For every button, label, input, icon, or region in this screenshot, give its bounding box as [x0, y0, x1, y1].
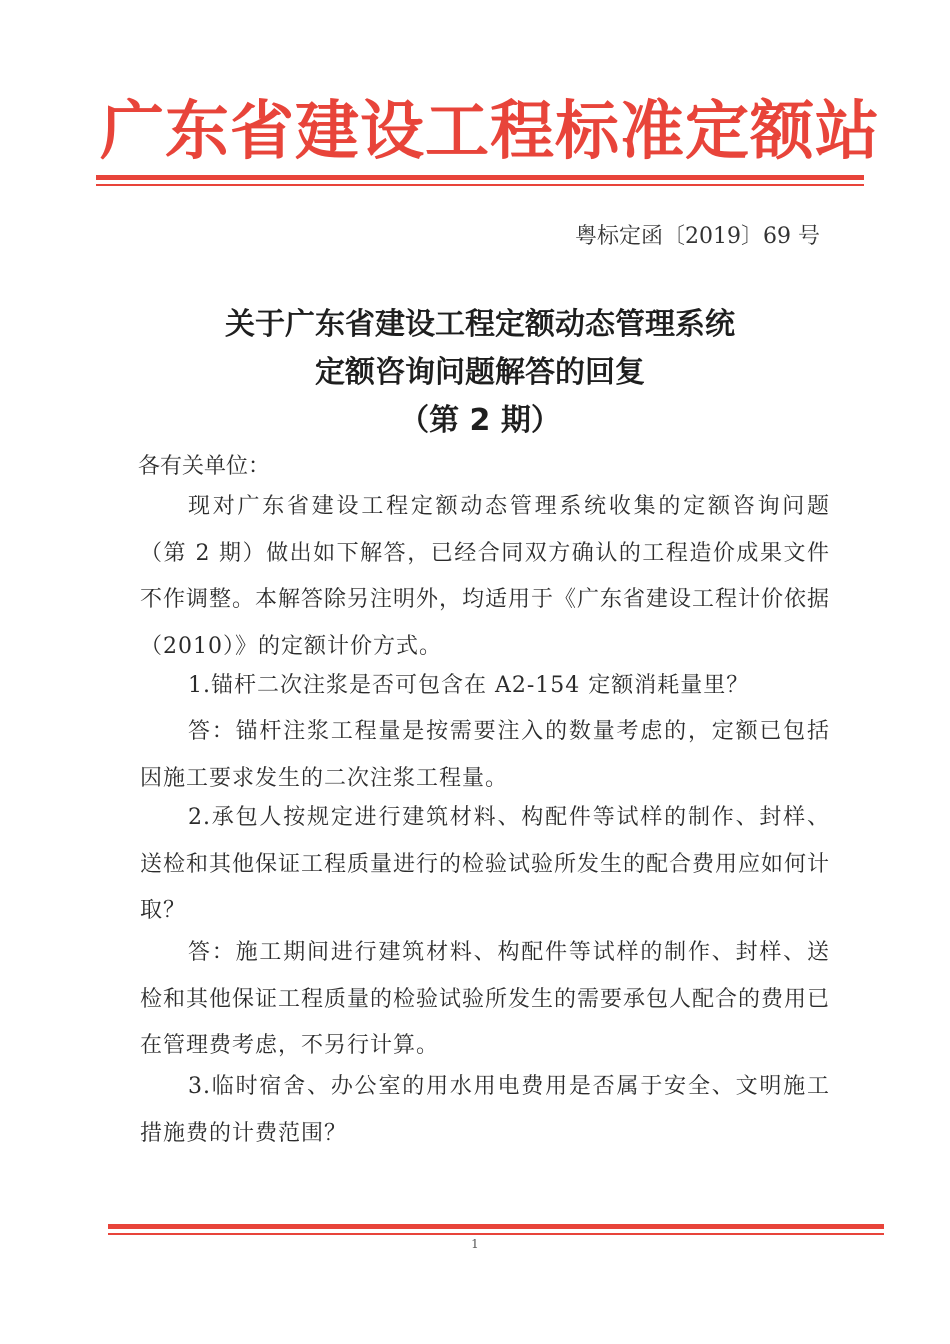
document-number: 粤标定函〔2019〕69 号 — [575, 224, 820, 249]
question-3: 3.临时宿舍、办公室的用水用电费用是否属于安全、文明施工措施费的计费范围？ — [140, 1074, 830, 1146]
document-title-line-1: 关于广东省建设工程定额动态管理系统 — [225, 307, 735, 342]
answer-2: 答：施工期间进行建筑材料、构配件等试样的制作、封样、送检和其他保证工程质量的检验试验所发生的需要承包人配合的费用已在管理费考虑，不另行计算。 — [140, 940, 831, 1058]
footer-divider-thin — [108, 1233, 884, 1235]
header-divider — [96, 175, 864, 186]
intro-paragraph: 现对广东省建设工程定额动态管理系统收集的定额咨询问题（第 2 期）做出如下解答，已经合同双方确认的工程造价成果文件不作调整。本解答除另注明外，均适用于《广东省建设工程计价依据（2010）》的定额计价方式。 — [140, 494, 831, 659]
question-2: 2.承包人按规定进行建筑材料、构配件等试样的制作、封样、送检和其他保证工程质量进行的检验试验所发生的配合费用应如何计取？ — [140, 805, 831, 923]
organization-header: 广东省建设工程标准定额站 — [100, 94, 880, 169]
header-divider-thick — [96, 175, 864, 180]
footer-divider — [108, 1224, 884, 1235]
footer-divider-thick — [108, 1224, 884, 1229]
document-title-line-2: 定额咨询问题解答的回复 — [315, 355, 645, 390]
document-title-issue: （第 2 期） — [399, 403, 561, 438]
salutation: 各有关单位： — [138, 454, 271, 479]
question-1: 1.锚杆二次注浆是否可包含在 A2-154 定额消耗量里？ — [188, 673, 750, 698]
page-number: 1 — [471, 1237, 479, 1251]
header-divider-thin — [96, 184, 864, 186]
answer-1: 答：锚杆注浆工程量是按需要注入的数量考虑的，定额已包括因施工要求发生的二次注浆工程量。 — [140, 719, 830, 791]
